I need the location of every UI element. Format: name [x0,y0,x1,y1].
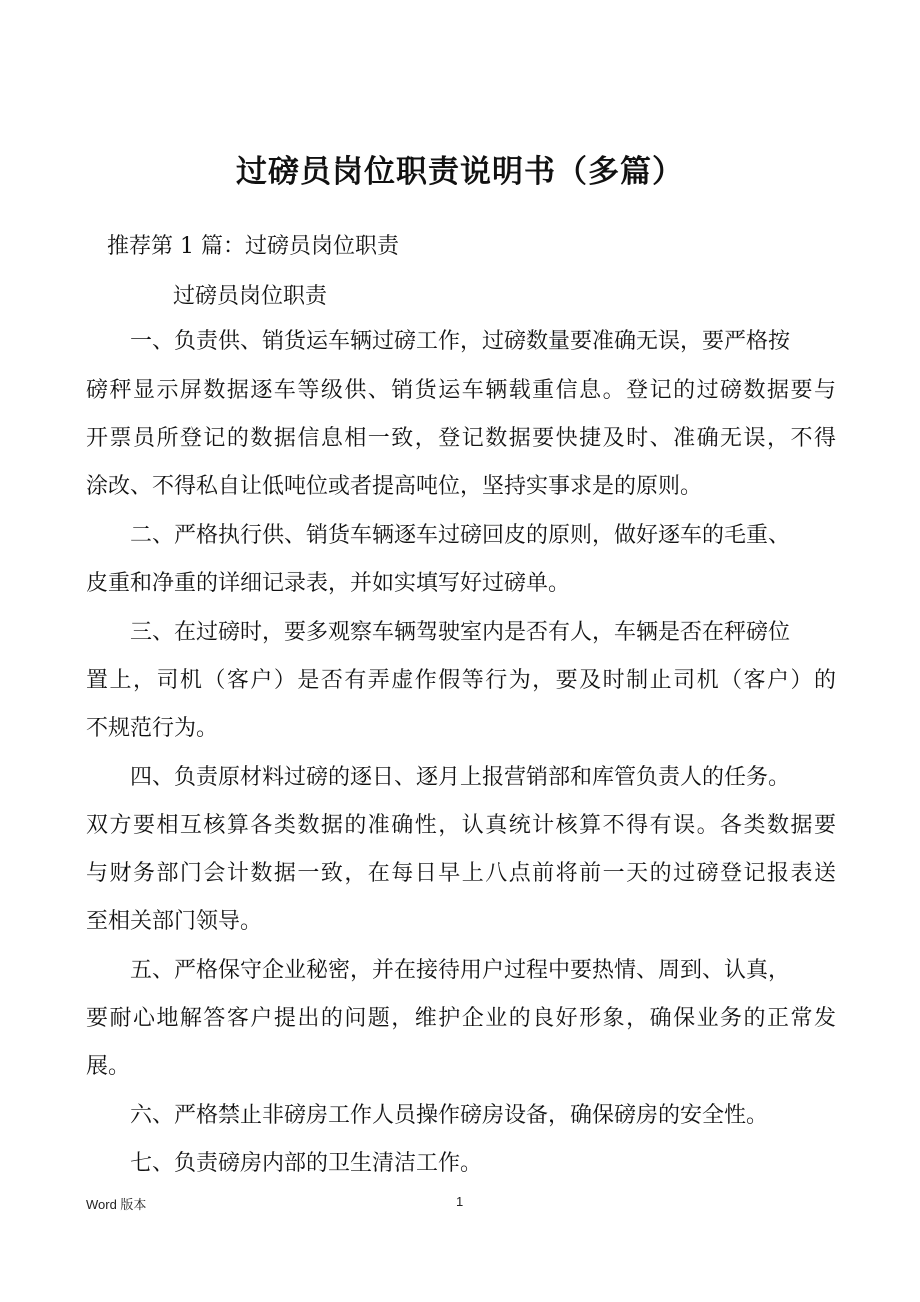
paragraph-line: 与财务部门会计数据一致，在每日早上八点前将前一天的过磅登记报表送 [86,861,836,886]
paragraph-line: 要耐心地解答客户提出的问题，维护企业的良好形象，确保业务的正常发 [86,1006,836,1031]
paragraph-line: 不规范行为。 [86,716,219,741]
paragraph-line: 置上，司机（客户）是否有弄虚作假等行为，要及时制止司机（客户）的 [86,668,836,693]
paragraph-line: 皮重和净重的详细记录表，并如实填写好过磅单。 [86,571,571,596]
paragraph-line: 五、严格保守企业秘密，并在接待用户过程中要热情、周到、认真， [130,958,791,983]
paragraph-line: 六、严格禁止非磅房工作人员操作磅房设备，确保磅房的安全性。 [130,1103,769,1128]
paragraph-line: 双方要相互核算各类数据的准确性，认真统计核算不得有误。各类数据要 [86,813,836,838]
paragraph-line: 至相关部门领导。 [86,909,263,934]
paragraph-line: 展。 [86,1054,131,1079]
subheading: 推荐第 1 篇：过磅员岗位职责 [107,234,399,259]
paragraph-line: 一、负责供、销货运车辆过磅工作，过磅数量要准确无误，要严格按 [130,329,791,354]
paragraph-line: 四、负责原材料过磅的逐日、逐月上报营销部和库管负责人的任务。 [130,765,791,790]
paragraph-line: 七、负责磅房内部的卫生清洁工作。 [130,1151,483,1176]
document-title: 过磅员岗位职责说明书（多篇） [236,154,684,190]
paragraph-line: 磅秤显示屏数据逐车等级供、销货运车辆载重信息。登记的过磅数据要与 [86,378,836,403]
footer-version-label: Word 版本 [86,1197,147,1212]
page-number: 1 [456,1194,464,1209]
paragraph-line: 二、严格执行供、销货车辆逐车过磅回皮的原则，做好逐车的毛重、 [130,523,791,548]
section-title: 过磅员岗位职责 [173,284,328,309]
paragraph-line: 开票员所登记的数据信息相一致，登记数据要快捷及时、准确无误，不得 [86,426,836,451]
paragraph-line: 三、在过磅时，要多观察车辆驾驶室内是否有人，车辆是否在秤磅位 [130,620,791,645]
paragraph-line: 涂改、不得私自让低吨位或者提高吨位，坚持实事求是的原则。 [86,474,703,499]
